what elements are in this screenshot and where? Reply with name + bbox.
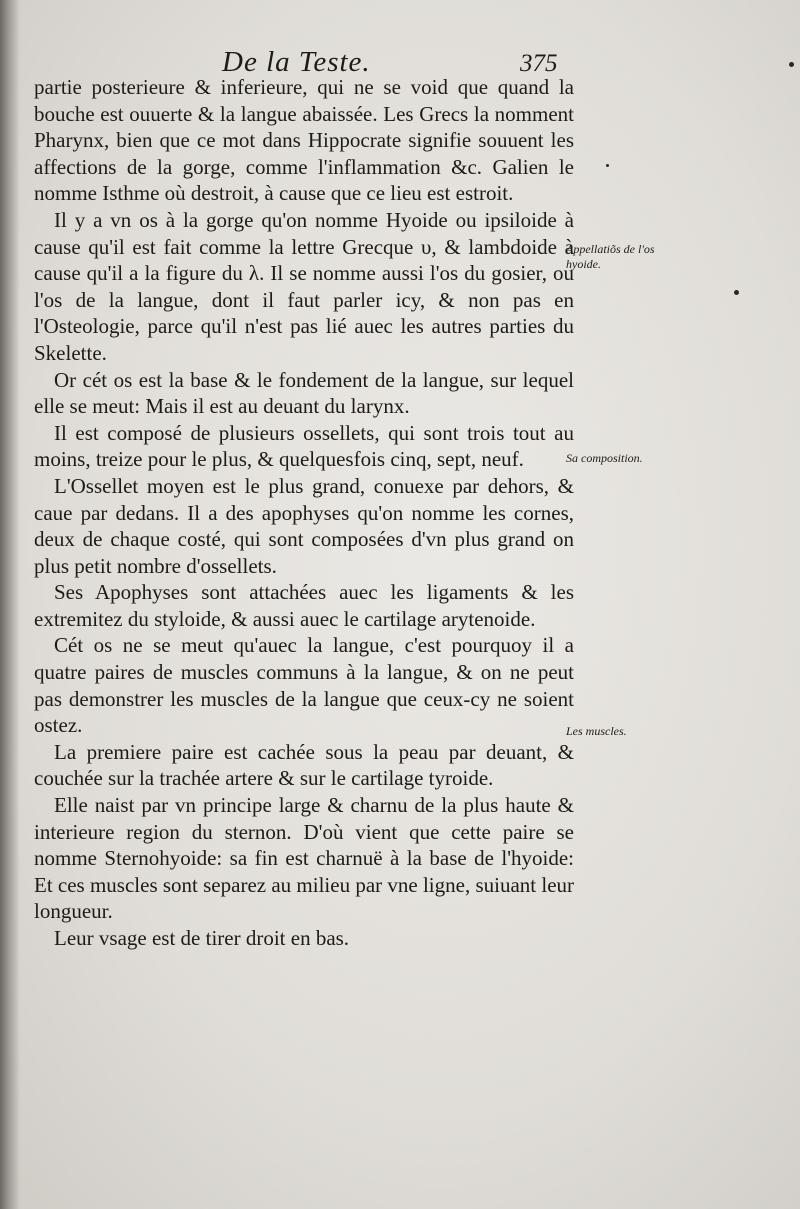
- page-number: 375: [520, 50, 558, 77]
- running-title: De la Teste.: [222, 46, 371, 78]
- ink-speck: [734, 290, 739, 295]
- paragraph-10: Leur vsage est de tirer droit en bas.: [54, 926, 350, 950]
- paragraph-4: Il est composé de plusieurs ossellets, qui sont trois tout au moins, treize pour le plus, & quelquesfois cinq, sept, neuf.: [34, 420, 574, 472]
- body-text: [34, 74, 574, 952]
- margin-note-composition: Sa composition.: [566, 451, 643, 465]
- page-gutter-shadow: [0, 0, 20, 1209]
- paragraph-8: La premiere paire est cachée sous la peau par deuant, & couchée sur la trachée artere & sur le cartilage tyroide.: [34, 739, 574, 791]
- paragraph-3: Or cét os est la base & le fondement de la langue, sur lequel elle se meut: Mais il est au deuant du larynx.: [34, 367, 574, 419]
- margin-note-muscles: Les muscles.: [566, 724, 627, 738]
- paragraph-6: Ses Apophyses sont attachées auec les ligaments & les extremitez du styloide, & aussi auec le cartilage arytenoide.: [34, 580, 574, 631]
- paragraph-1: partie posterieure & inferieure, qui ne se void que quand la bouche est ouuerte & la langue abaissée. Les Grecs la nomment Pharynx, bien que ce mot dans Hippocrate signifie souuent les affections de la gorge, comme l'inflammation &c. Galien le nomme Isthme où destroit, à cause que ce lieu est estroit.: [34, 75, 574, 206]
- ink-speck: [606, 164, 609, 167]
- paragraph-7: Cét os ne se meut qu'auec la langue, c'est pourquoy il a quatre paires de muscles communs à la langue, & on ne peut pas demonstrer les muscles de la langue que ceux-cy ne soient ostez.: [34, 633, 574, 738]
- ink-speck: [789, 62, 794, 67]
- paragraph-9: Elle naist par vn principe large & charnu de la plus haute & interieure region du sternon. D'où vient que cette paire se nomme Sternohyoide: sa fin est charnuë à la base de l'hyoide: Et ces muscles sont separez au milieu par vne ligne, suiuant leur longueur.: [34, 793, 575, 924]
- paragraph-2: Il y a vn os à la gorge qu'on nomme Hyoide ou ipsiloide à cause qu'il est fait comme la lettre Grecque υ, & lambdoide à cause qu'il a la figure du λ. Il se nomme aussi l'os du gosier, ou l'os de la langue, dont il faut parler icy, & non pas en l'Osteologie, parce qu'il n'est pas lié auec les autres parties du Skelette.: [34, 207, 574, 365]
- margin-note-appellations: Appellatiõs de l'os hyoide.: [566, 242, 655, 271]
- paragraph-5: L'Ossellet moyen est le plus grand, conuexe par dehors, & caue par dedans. Il a des apophyses qu'on nomme les cornes, deux de chaque costé, qui sont composées d'vn plus grand on plus petit nombre d'ossellets.: [34, 473, 574, 578]
